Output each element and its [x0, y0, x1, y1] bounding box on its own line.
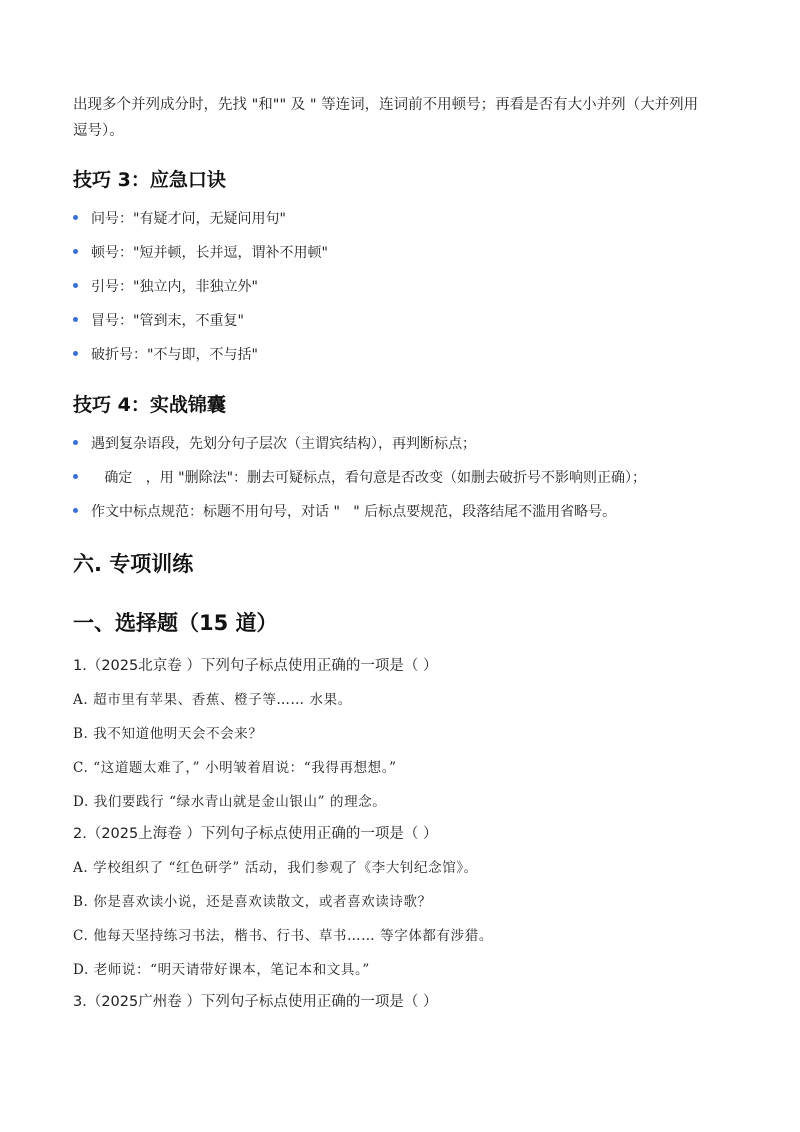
question-option: D. 老师说：“明天请带好课本，笔记本和文具。” — [73, 962, 370, 978]
bullet-icon — [73, 440, 78, 445]
intro-line-2: 逗号）。 — [73, 123, 124, 139]
bullet-icon — [73, 249, 78, 254]
tip3-item: 破折号："不与即，不与括" — [73, 344, 258, 364]
tip3-item: 引号："独立内，非独立外" — [73, 276, 258, 296]
tip3-item: 冒号："管到末，不重复" — [73, 310, 244, 330]
section-1-heading: 一、选择题（15 道） — [73, 611, 278, 635]
bullet-icon — [73, 474, 78, 479]
bullet-icon — [73, 351, 78, 356]
question-stem: 3.（2025广州卷 ）下列句子标点使用正确的一项是（ ） — [73, 994, 438, 1010]
tip4-heading: 技巧 4：实战锦囊 — [73, 394, 226, 416]
question-stem: 2.（2025上海卷 ）下列句子标点使用正确的一项是（ ） — [73, 826, 438, 842]
question-option: C. 他每天坚持练习书法，楷书、行书、草书…… 等字体都有涉猎。 — [73, 928, 493, 944]
tip4-item: 确定 ，用 "删除法"：删去可疑标点，看句意是否改变（如删去破折号不影响则正确）； — [73, 467, 646, 487]
bullet-icon — [73, 283, 78, 288]
bullet-icon — [73, 508, 78, 513]
question-option: A. 超市里有苹果、香蕉、橙子等…… 水果。 — [73, 692, 352, 708]
intro-paragraph — [73, 92, 723, 144]
tip3-heading: 技巧 3：应急口诀 — [73, 169, 226, 191]
question-option: A. 学校组织了 “红色研学” 活动，我们参观了《李大钊纪念馆》。 — [73, 860, 478, 876]
question-option: C. “这道题太难了，” 小明皱着眉说：“我得再想想。” — [73, 760, 397, 776]
question-option: B. 我不知道他明天会不会来？ — [73, 726, 263, 742]
tip4-item: 遇到复杂语段，先划分句子层次（主谓宾结构），再判断标点； — [73, 433, 476, 453]
section-6-heading: 六. 专项训练 — [73, 552, 194, 576]
tip3-item: 问号："有疑才问，无疑问用句" — [73, 208, 286, 228]
bullet-icon — [73, 215, 78, 220]
intro-line-1: 出现多个并列成分时，先找 "和"" 及 " 等连词，连词前不用顿号；再看是否有大小并列（大并列用 — [73, 97, 699, 113]
tip3-item: 顿号："短并顿，长并逗，谓补不用顿" — [73, 242, 328, 262]
question-stem: 1.（2025北京卷 ）下列句子标点使用正确的一项是（ ） — [73, 658, 438, 674]
tip4-item: 作文中标点规范：标题不用句号，对话 " " 后标点要规范，段落结尾不滥用省略号。 — [73, 501, 616, 521]
bullet-icon — [73, 317, 78, 322]
question-option: D. 我们要践行 “绿水青山就是金山银山” 的理念。 — [73, 794, 387, 810]
question-option: B. 你是喜欢读小说，还是喜欢读散文，或者喜欢读诗歌？ — [73, 894, 432, 910]
